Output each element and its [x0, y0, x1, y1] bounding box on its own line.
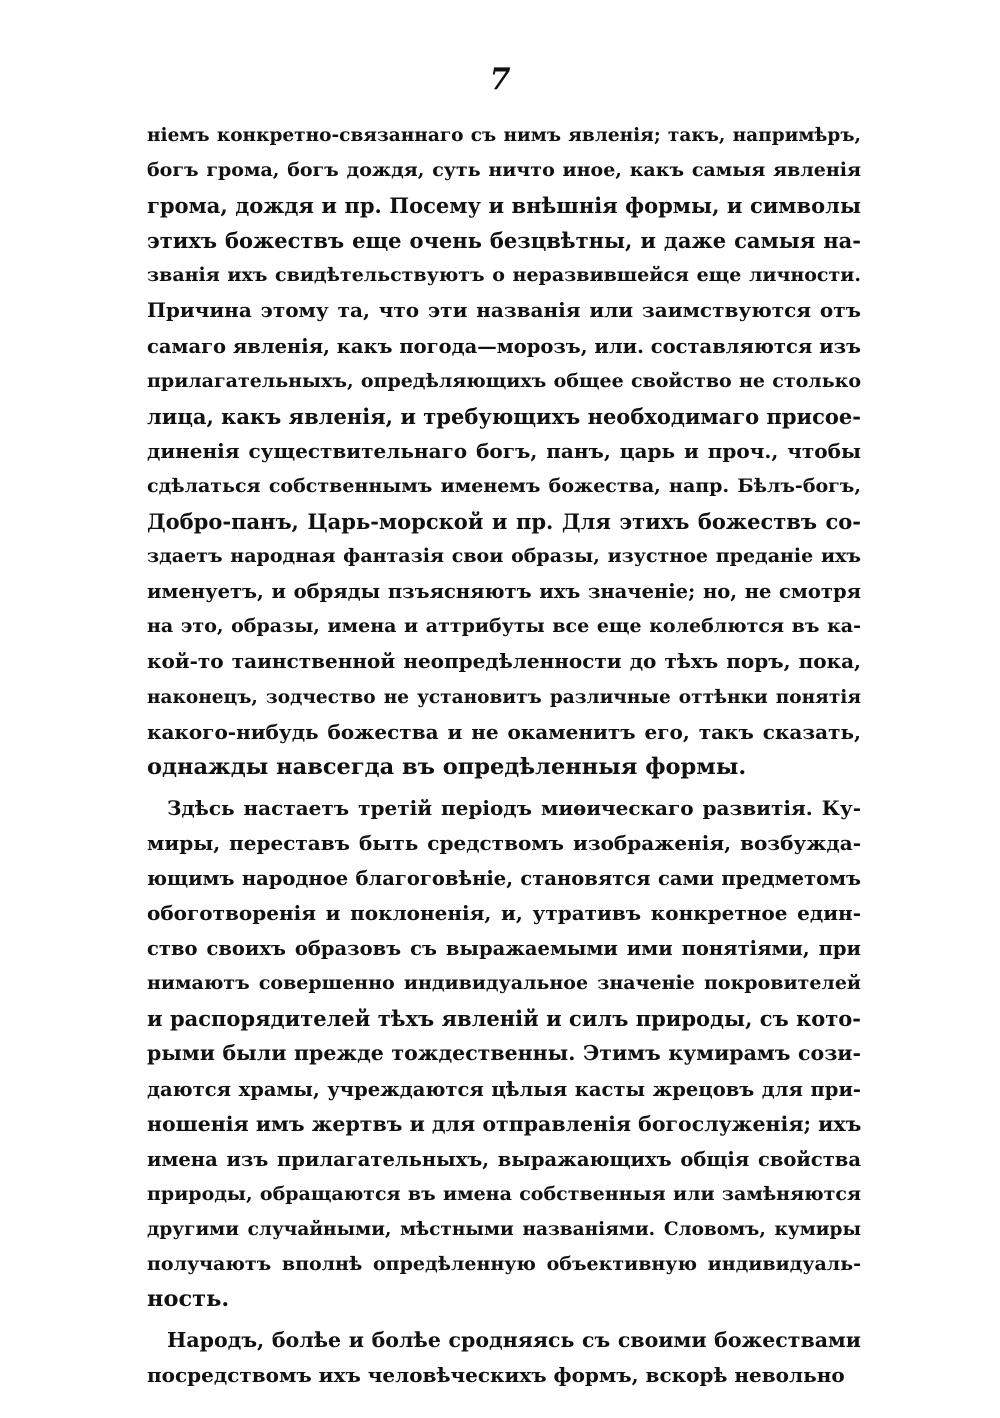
paragraph: [147, 1323, 861, 1393]
text-line: кой-то таинственной неопредѣленности до тѣхъ поръ, пока,: [147, 649, 861, 674]
text-line: природы, обращаются въ имена собственныя или замѣняются: [147, 1182, 861, 1205]
text-line: диненія существительнаго богъ, панъ, царь и проч., чтобы: [147, 438, 861, 463]
text-line: посредствомъ ихъ человѣческихъ формъ, вскорѣ невольно: [147, 1363, 845, 1388]
text-line: обоготворенія и поклоненія, и, утративъ конкретное един-: [147, 901, 861, 926]
text-line: сдѣлаться собственнымъ именемъ божества, напр. Бѣлъ-богъ,: [147, 474, 861, 497]
text-line: прилагательныхъ, опредѣляющихъ общее свойство не столько: [147, 369, 861, 392]
text-line: ніемъ конкретно-связаннаго съ нимъ явленія; такъ, напримѣръ,: [147, 125, 861, 146]
text-line: ность.: [147, 1286, 230, 1313]
text-line: Причина этому та, что эти названія или заимствуются отъ: [147, 298, 861, 323]
text-line: наконецъ, зодчество не установитъ различные оттѣнки понятія: [147, 686, 861, 708]
text-line: имена изъ прилагательныхъ, выражающихъ общія свойства: [147, 1147, 861, 1171]
text-line: рыми были прежде тождественны. Этимъ кумирамъ сози-: [147, 1041, 861, 1066]
page-number: 7: [489, 62, 511, 97]
text-line: лица, какъ явленія, и требующихъ необходимаго присое-: [147, 403, 861, 429]
text-line: Добро-панъ, Царь-морской и пр. Для этихъ божествъ со-: [147, 509, 861, 535]
text-line: богъ грома, богъ дождя, суть ничто иное, какъ самыя явленія: [147, 159, 861, 182]
text-line: этихъ божествъ еще очень безцвѣтны, и даже самыя на-: [147, 228, 861, 254]
text-line: Здѣсь настаетъ третій періодъ миѳическаго развитія. Ку-: [167, 795, 861, 820]
text-line: здаетъ народная фантазія свои образы, изустное преданіе ихъ: [147, 545, 861, 568]
text-line: ношенія имъ жертвъ и для отправленія богослуженія; ихъ: [147, 1111, 861, 1136]
text-line: и распорядителей тѣхъ явленій и силъ природы, съ кото-: [147, 1006, 861, 1032]
text-line: грома, дождя и пр. Посему и внѣшнія формы, и символы: [147, 193, 861, 219]
text-line: именуетъ, и обряды пзъясняютъ ихъ значеніе; но, не смотря: [147, 580, 861, 604]
body-text: [147, 118, 861, 1393]
text-line: другими случайными, мѣстными названіями. Словомъ, кумиры: [147, 1218, 861, 1240]
paragraph: [147, 118, 861, 785]
text-line: получаютъ вполнѣ опредѣленную объективную индивидуаль-: [147, 1253, 861, 1275]
text-line: миры, переставъ быть средствомъ изображенія, возбужда-: [147, 830, 861, 855]
paragraph: [147, 791, 861, 1317]
text-line: Народъ, болѣе и болѣе сродняясь съ своими божествами: [167, 1328, 861, 1353]
text-line: самаго явленія, какъ погода—морозъ, или. составляются изъ: [147, 334, 861, 358]
text-line: ство своихъ образовъ съ выражаемыми ими понятіями, при: [147, 937, 861, 961]
text-line: однажды навсегда въ опредѣленныя формы.: [147, 753, 747, 780]
text-line: на это, образы, имена и аттрибуты все еще колеблются въ ка-: [147, 615, 861, 638]
text-line: нимаютъ совершенно индивидуальное значеніе покровителей: [147, 972, 861, 995]
text-line: званія ихъ свидѣтельствуютъ о неразвившейся еще личности.: [147, 264, 861, 287]
text-line: ющимъ народное благоговѣніе, становятся сами предметомъ: [147, 866, 861, 890]
text-line: даются храмы, учреждаются цѣлыя касты жрецовъ для при-: [147, 1077, 861, 1101]
text-line: какого-нибудь божества и не окаменитъ его, такъ сказать,: [147, 719, 861, 744]
